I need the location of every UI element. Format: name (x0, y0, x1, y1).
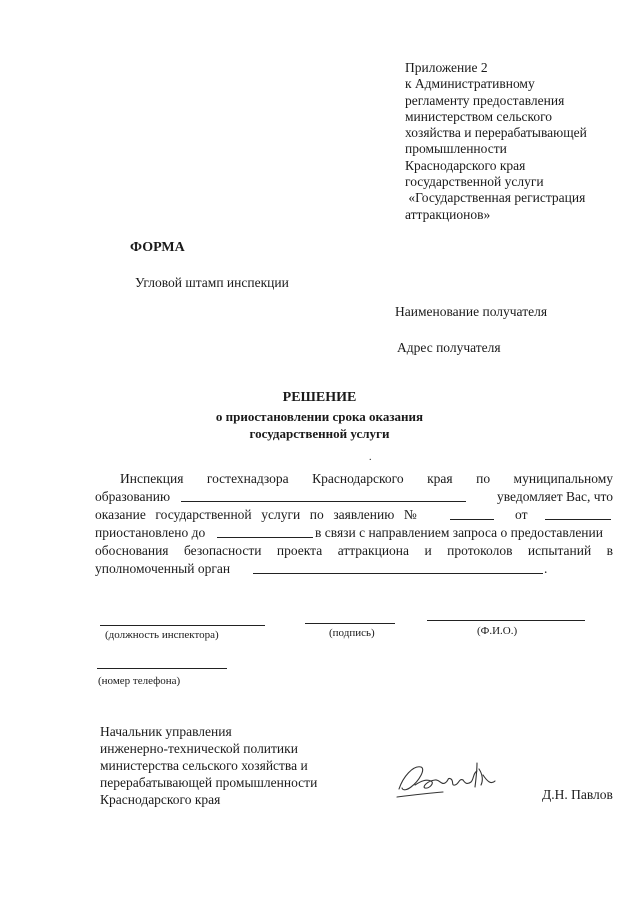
handwritten-signature (393, 755, 503, 810)
appendix-line: аттракционов» (405, 206, 491, 222)
phone-field[interactable] (97, 668, 227, 669)
appendix-line: к Административному (405, 76, 535, 92)
inspector-fio-field[interactable] (427, 620, 585, 621)
body-text: оказание государственной услуги по заявлению № (95, 507, 417, 522)
municipality-field[interactable] (181, 501, 466, 502)
signer-name: Д.Н. Павлов (542, 787, 613, 802)
body-text: . (544, 561, 548, 576)
application-date-field[interactable] (545, 519, 611, 520)
signer-line: министерства сельского хозяйства и (100, 758, 308, 773)
body-text: образованию (95, 489, 171, 504)
appendix-line: Краснодарского края (405, 157, 526, 173)
signer-line: Начальник управления (100, 724, 232, 739)
body-text: уведомляет Вас, что (497, 489, 613, 504)
appendix-line: хозяйства и перерабатывающей (405, 125, 587, 141)
document-subtitle: о приостановлении срока оказания (215, 409, 424, 424)
body-text: приостановлено до (95, 525, 206, 540)
stamp-label: Угловой штамп инспекции (135, 275, 289, 290)
appendix-line: государственной услуги (405, 174, 544, 190)
body-line-1: Инспекция гостехнадзора Краснодарского края по муниципальному (120, 471, 613, 486)
appendix-line: регламенту предоставления (405, 92, 565, 108)
stray-dot: . (369, 452, 372, 463)
body-line-5 (95, 542, 613, 560)
body-line (95, 470, 613, 488)
signature-caption: (подпись) (329, 627, 375, 639)
recipient-name-label: Наименование получателя (395, 304, 548, 319)
recipient-address-label: Адрес получателя (397, 340, 501, 355)
signer-line: Краснодарского края (100, 792, 221, 807)
inspector-position-field[interactable] (100, 625, 265, 626)
application-number-field[interactable] (450, 519, 494, 520)
body-text: уполномоченный орган (95, 561, 231, 576)
form-label: ФОРМА (130, 240, 185, 255)
inspector-position-caption: (должность инспектора) (105, 629, 219, 641)
authorized-body-field[interactable] (253, 573, 543, 574)
appendix-line: промышленности (405, 141, 507, 157)
signer-block (100, 723, 317, 808)
appendix-line: Приложение 2 (405, 60, 488, 75)
body-text: в связи с направлением запроса о предоставлении (315, 525, 603, 540)
signer-line: инженерно-технической политики (100, 741, 298, 756)
suspended-until-field[interactable] (217, 537, 313, 538)
body-line-2 (95, 488, 613, 506)
fio-caption: (Ф.И.О.) (477, 625, 518, 637)
document-title: РЕШЕНИЕ (282, 390, 357, 405)
document-subtitle: государственной услуги (249, 426, 390, 441)
phone-caption: (номер телефона) (98, 675, 181, 687)
appendix-block (405, 60, 627, 223)
body-text: от (515, 507, 528, 522)
appendix-line: «Государственная регистрация (405, 190, 586, 206)
appendix-line: министерством сельского (405, 108, 553, 124)
inspector-signature-field[interactable] (305, 623, 395, 624)
signer-line: перерабатывающей промышленности (100, 775, 318, 790)
body-text: обоснования безопасности проекта аттракциона и протоколов испытаний в (95, 543, 613, 558)
